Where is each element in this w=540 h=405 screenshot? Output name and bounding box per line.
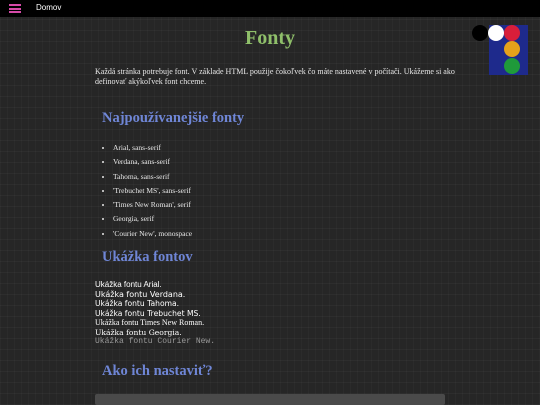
- sample-times: Ukážka fontu Times New Roman.: [95, 318, 205, 327]
- list-item: • 'Courier New', monospace: [113, 227, 192, 241]
- list-item: • Verdana, sans-serif: [113, 155, 192, 169]
- top-navbar: [0, 0, 540, 17]
- sample-arial: Ukážka fontu Arial.: [95, 280, 162, 289]
- sample-trebuchet: Ukážka fontu Trebuchet MS.: [95, 308, 201, 318]
- nav-home-link[interactable]: Domov: [36, 3, 62, 12]
- popular-fonts-heading: Najpoužívanejšie fonty: [102, 110, 245, 126]
- list-item: • Tahoma, sans-serif: [113, 170, 192, 184]
- sample-courier: Ukážka fontu Courier New.: [95, 337, 216, 346]
- code-block: [95, 394, 445, 405]
- page-title: Fonty: [245, 27, 295, 49]
- list-item: • 'Trebuchet MS', sans-serif: [113, 184, 192, 198]
- sample-georgia: Ukážka fontu Georgia.: [95, 327, 182, 337]
- font-samples-heading: Ukážka fontov: [102, 249, 193, 265]
- font-samples: [95, 280, 215, 347]
- intro-paragraph: Každá stránka potrebuje font. V základe HTML použije čokoľvek čo máte nastavené v počítači. Ukážeme si ako definovať akýkoľvek font chceme.: [95, 67, 455, 86]
- hamburger-icon[interactable]: [9, 4, 21, 13]
- popular-fonts-list: [100, 141, 192, 241]
- sample-tahoma: Ukážka fontu Tahoma.: [95, 299, 180, 308]
- sample-verdana: Ukážka fontu Verdana.: [95, 289, 186, 299]
- list-item: • Georgia, serif: [113, 212, 192, 226]
- list-item: • Arial, sans-serif: [113, 141, 192, 155]
- list-item: • 'Times New Roman', serif: [113, 198, 192, 212]
- how-to-set-heading: Ako ich nastaviť?: [102, 363, 213, 379]
